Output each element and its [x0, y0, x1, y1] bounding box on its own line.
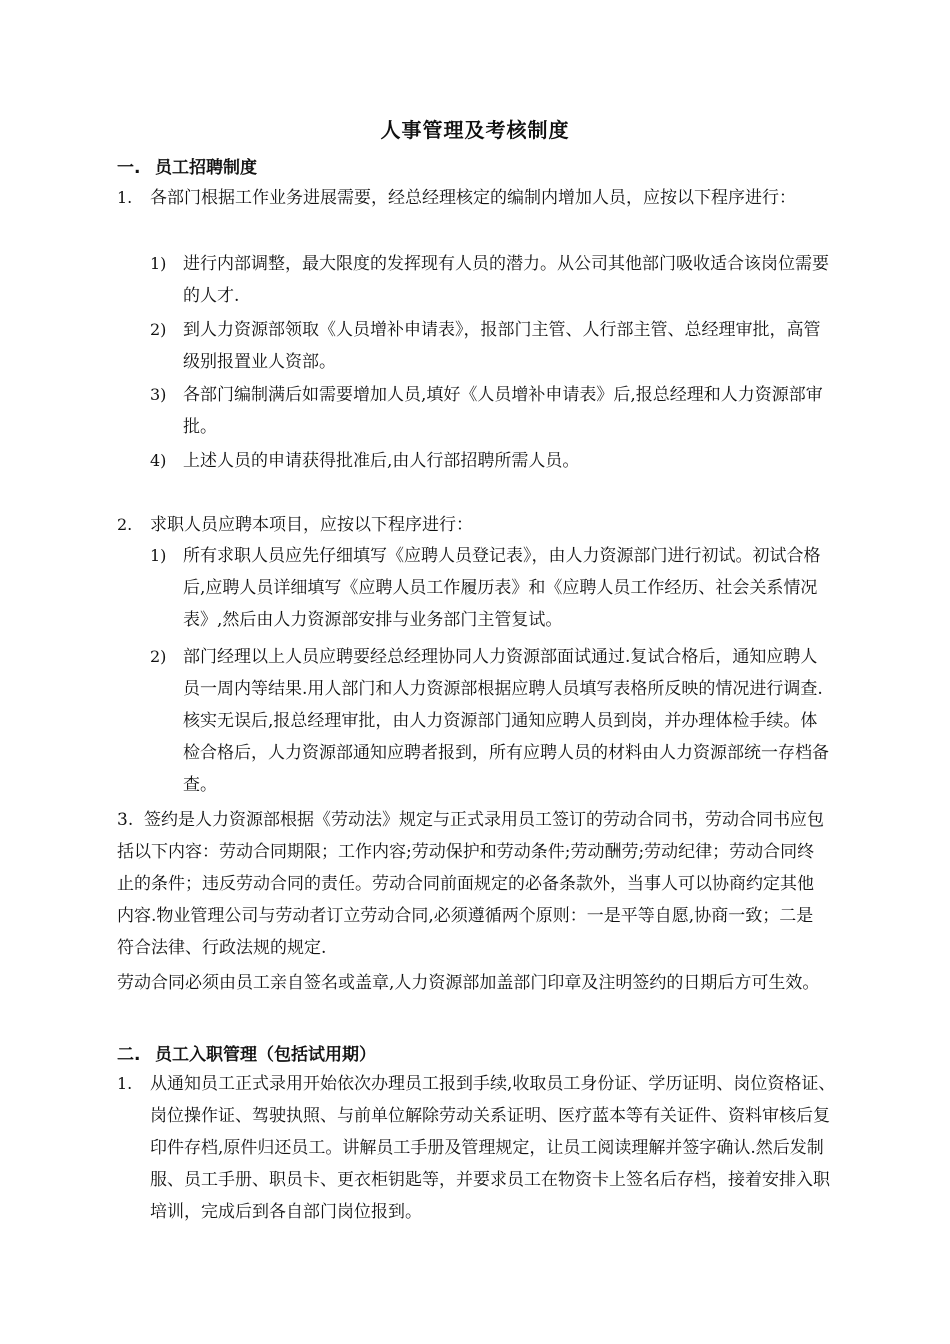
closing-paragraph: 劳动合同必须由员工亲自签名或盖章,人力资源部加盖部门印章及注明签约的日期后方可生效。 — [117, 973, 820, 993]
sub-item-text: 各部门编制满后如需要增加人员,填好《人员增补申请表》后,报总经理和人力资源部审批。 — [183, 385, 823, 437]
sub-list-item — [150, 641, 830, 801]
item-number: 3. — [117, 810, 134, 830]
sub-list-item — [150, 379, 830, 443]
item-number: 1. — [117, 188, 133, 207]
item-number: 1. — [117, 1074, 133, 1093]
document-title: 人事管理及考核制度 — [380, 118, 570, 142]
sub-list-item — [150, 314, 830, 378]
sub-item-number: 2) — [150, 320, 167, 339]
sub-list-item — [150, 445, 830, 477]
contract-paragraph — [117, 804, 827, 964]
sub-item-text: 到人力资源部领取《人员增补申请表》，报部门主管、人行部主管、总经理审批，高管级别报置业人资部。 — [183, 320, 821, 372]
section-heading-recruitment — [117, 153, 257, 178]
item-text: 各部门根据工作业务进展需要，经总经理核定的编制内增加人员，应按以下程序进行： — [150, 188, 796, 208]
section-number: 二. — [117, 1045, 141, 1065]
section-title: 员工招聘制度 — [155, 158, 257, 178]
item-number: 2. — [117, 515, 133, 534]
sub-item-text: 部门经理以上人员应聘要经总经理协同人力资源部面试通过.复试合格后，通知应聘人员一周内等结果.用人部门和人力资源部根据应聘人员填写表格所反映的情况进行调查.核实无误后,报总经理审批，由人力资源部门通知应聘人员到岗，并办理体检手续。体检合格后，人力资源部通知应聘者报到，所有应聘人员的材料由人力资源部统一存档备查。 — [183, 647, 829, 795]
sub-item-text: 所有求职人员应先仔细填写《应聘人员登记表》，由人力资源部门进行初试。初试合格后,应聘人员详细填写《应聘人员工作履历表》和《应聘人员工作经历、社会关系情况表》,然后由人力资源部安排与业务部门主管复试。 — [183, 546, 821, 630]
sub-item-number: 2) — [150, 647, 167, 666]
section-heading-onboarding — [117, 1040, 376, 1065]
sub-item-number: 3) — [150, 385, 167, 404]
sub-item-number: 1) — [150, 546, 167, 565]
item-text: 从通知员工正式录用开始依次办理员工报到手续,收取员工身份证、学历证明、岗位资格证、岗位操作证、驾驶执照、与前单位解除劳动关系证明、医疗蓝本等有关证件、资料审核后复印件存档,原件归还员工。讲解员工手册及管理规定，让员工阅读理解并签字确认.然后发制服、员工手册、职员卡、更衣柜钥匙等，并要求员工在物资卡上签名后存档，接着安排入职培训，完成后到各自部门岗位报到。 — [150, 1074, 836, 1222]
section-title: 员工入职管理（包括试用期） — [155, 1045, 376, 1065]
item-text: 求职人员应聘本项目，应按以下程序进行： — [150, 515, 473, 535]
item-text: 签约是人力资源部根据《劳动法》规定与正式录用员工签订的劳动合同书，劳动合同书应包括以下内容：劳动合同期限；工作内容;劳动保护和劳动条件;劳动酬劳;劳动纪律；劳动合同终止的条件；违反劳动合同的责任。劳动合同前面规定的必备条款外，当事人可以协商约定其他内容.物业管理公司与劳动者订立劳动合同,必须遵循两个原则：一是平等自愿,协商一致；二是符合法律、行政法规的规定. — [117, 810, 825, 958]
list-item — [117, 509, 837, 541]
sub-item-text: 进行内部调整，最大限度的发挥现有人员的潜力。从公司其他部门吸收适合该岗位需要的人才. — [183, 254, 829, 306]
list-item — [117, 1068, 837, 1228]
sub-list-item — [150, 540, 830, 636]
sub-list-item — [150, 248, 830, 312]
sub-item-text: 上述人员的申请获得批准后,由人行部招聘所需人员。 — [183, 451, 580, 471]
sub-item-number: 4) — [150, 451, 167, 470]
section-number: 一. — [117, 158, 141, 178]
list-item — [117, 182, 837, 214]
sub-item-number: 1) — [150, 254, 167, 273]
